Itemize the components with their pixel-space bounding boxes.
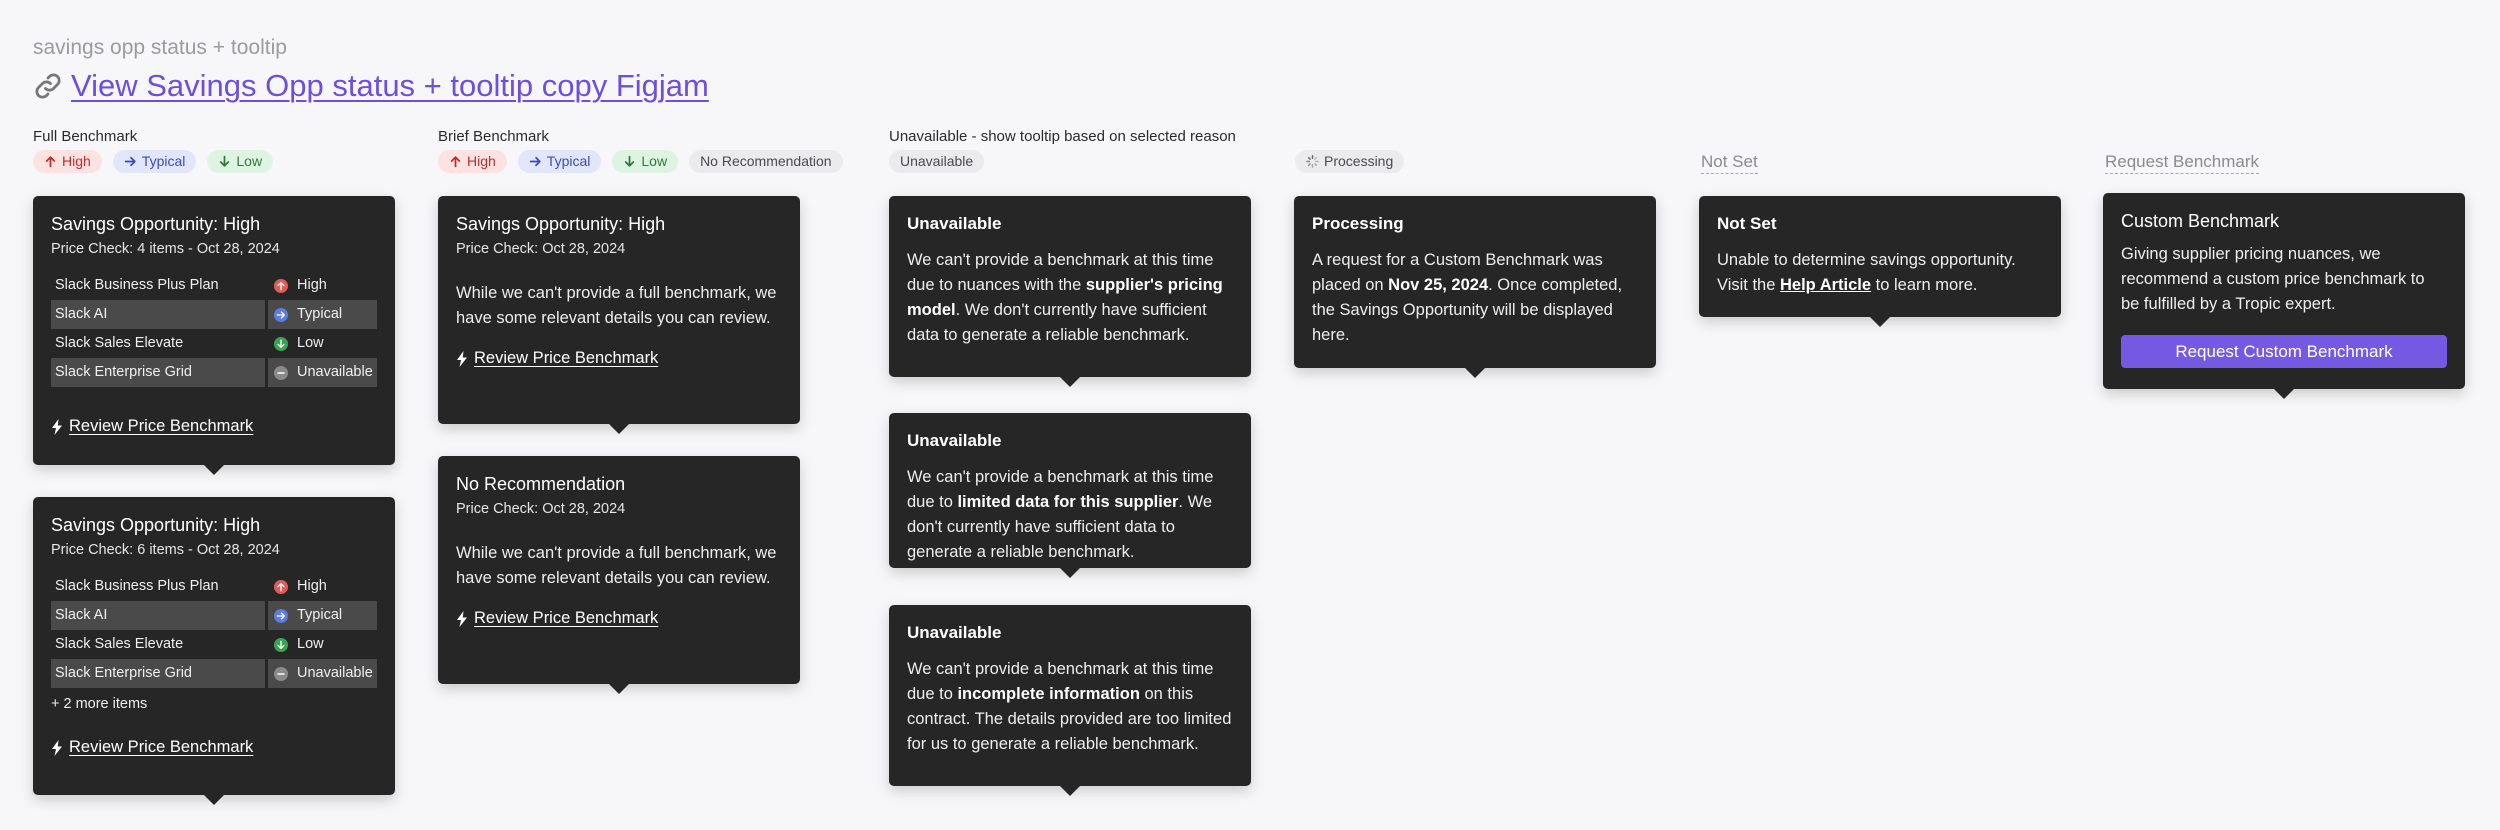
bolt-icon <box>51 740 63 756</box>
tooltip-title: Savings Opportunity: High <box>456 214 666 234</box>
tooltip-full-benchmark-4-items <box>33 196 395 465</box>
item-name: Slack Enterprise Grid <box>51 659 265 688</box>
tooltip-title: Custom Benchmark <box>2121 211 2280 231</box>
tooltip-body: We can't provide a benchmark at this time due to nuances with the supplier's pricing model. We don't currently have sufficient data to generate a reliable benchmark. <box>907 251 1223 344</box>
tooltip-subtitle: Price Check: 4 items - Oct 28, 2024 <box>51 241 280 257</box>
review-price-benchmark-link[interactable] <box>51 738 377 757</box>
pill-label: Processing <box>1324 153 1394 169</box>
arrow-down-icon <box>274 638 288 652</box>
bolt-icon <box>456 351 468 367</box>
pill-label: Unavailable <box>900 153 974 169</box>
arrow-up-icon <box>449 155 462 168</box>
review-price-benchmark-link[interactable] <box>456 349 782 368</box>
unavailable-title: Unavailable - show tooltip based on selected reason <box>889 128 1236 145</box>
pill-processing[interactable] <box>1295 150 1404 173</box>
pill-typical[interactable] <box>113 150 197 173</box>
item-status: Low <box>297 335 324 351</box>
arrow-down-icon <box>623 155 636 168</box>
spinner-icon <box>1306 155 1319 168</box>
review-price-benchmark-link[interactable] <box>51 417 377 436</box>
pill-low[interactable] <box>207 150 273 173</box>
tooltip-title: Unavailable <box>907 214 1002 233</box>
arrow-right-icon <box>274 308 288 322</box>
tooltip-full-benchmark-6-items <box>33 497 395 795</box>
pill-label: Typical <box>141 153 186 169</box>
arrow-down-icon <box>218 155 231 168</box>
tooltip-body: We can't provide a benchmark at this time due to limited data for this supplier. We don't currently have sufficient data to generate a reliable benchmark. <box>907 468 1214 561</box>
tooltip-brief-benchmark-high <box>438 196 800 424</box>
tooltip-processing <box>1294 196 1656 368</box>
table-row <box>51 572 377 601</box>
review-price-benchmark-link[interactable] <box>456 609 782 628</box>
pill-high[interactable] <box>438 150 507 173</box>
tooltip-unavailable-pricing-model <box>889 196 1251 377</box>
item-name: Slack AI <box>51 300 265 329</box>
arrow-down-icon <box>274 337 288 351</box>
tooltip-custom-benchmark <box>2103 193 2465 389</box>
pill-no-recommendation[interactable] <box>689 150 843 173</box>
table-row <box>51 271 377 300</box>
request-custom-benchmark-button[interactable]: Request Custom Benchmark <box>2121 335 2447 368</box>
more-items-text: + 2 more items <box>51 696 148 712</box>
item-status: High <box>297 578 327 594</box>
tooltip-title: Unavailable <box>907 623 1002 642</box>
link-label[interactable]: Review Price Benchmark <box>69 738 254 756</box>
tooltip-no-recommendation <box>438 456 800 684</box>
pill-unavailable[interactable] <box>889 150 984 173</box>
figjam-link[interactable] <box>33 68 709 104</box>
tooltip-body: A request for a Custom Benchmark was placed on Nov 25, 2024. Once completed, the Savings Opportunity will be displayed here. <box>1312 251 1623 344</box>
arrow-up-icon <box>274 580 288 594</box>
tooltip-unavailable-limited-data <box>889 413 1251 568</box>
item-status: Typical <box>297 306 343 322</box>
figjam-link-text[interactable]: View Savings Opp status + tooltip copy Figjam <box>71 68 709 103</box>
tooltip-title: Not Set <box>1717 214 1777 233</box>
page-label: savings opp status + tooltip <box>33 36 287 59</box>
pill-label: No Recommendation <box>700 153 832 169</box>
pill-label: Low <box>641 153 668 169</box>
item-status: Typical <box>297 607 343 623</box>
help-article-link[interactable]: Help Article <box>1779 276 1872 294</box>
item-name: Slack Business Plus Plan <box>55 277 219 293</box>
tooltip-title: No Recommendation <box>456 474 626 494</box>
bolt-icon <box>456 611 468 627</box>
tooltip-not-set <box>1699 196 2061 317</box>
item-status: Unavailable <box>297 364 373 380</box>
request-benchmark-label[interactable]: Request Benchmark <box>2105 152 2259 174</box>
minus-icon <box>274 366 288 380</box>
brief-benchmark-title: Brief Benchmark <box>438 128 549 145</box>
tooltip-body: Giving supplier pricing nuances, we recommend a custom price benchmark to be fulfilled by a Tropic expert. <box>2121 245 2425 313</box>
tooltip-title: Savings Opportunity: High <box>51 515 261 535</box>
full-benchmark-title: Full Benchmark <box>33 128 138 145</box>
tooltip-subtitle: Price Check: 6 items - Oct 28, 2024 <box>51 542 280 558</box>
processing-pills <box>1295 150 1404 173</box>
table-row <box>51 300 377 329</box>
item-name: Slack AI <box>51 601 265 630</box>
link-label[interactable]: Review Price Benchmark <box>69 417 254 435</box>
not-set-label[interactable]: Not Set <box>1701 152 1758 174</box>
full-benchmark-pills <box>33 150 273 173</box>
item-name: Slack Business Plus Plan <box>55 578 219 594</box>
bolt-icon <box>51 419 63 435</box>
pill-label: High <box>467 153 496 169</box>
tooltip-body: We can't provide a benchmark at this time due to incomplete information on this contract. The details provided are too limited for us to generate a reliable benchmark. <box>907 660 1232 753</box>
table-row <box>51 329 377 358</box>
table-row <box>51 358 377 387</box>
arrow-up-icon <box>274 279 288 293</box>
arrow-right-icon <box>274 609 288 623</box>
pill-label: Low <box>236 153 263 169</box>
pill-label: Typical <box>546 153 591 169</box>
item-status: Low <box>297 636 324 652</box>
tooltip-unavailable-incomplete-info <box>889 605 1251 786</box>
table-row <box>51 601 377 630</box>
item-status: High <box>297 277 327 293</box>
arrow-up-icon <box>44 155 57 168</box>
item-name: Slack Enterprise Grid <box>51 358 265 387</box>
tooltip-subtitle: Price Check: Oct 28, 2024 <box>456 241 626 257</box>
table-row <box>51 659 377 688</box>
table-row <box>51 630 377 659</box>
tooltip-title: Processing <box>1312 214 1404 233</box>
arrow-right-icon <box>529 155 542 168</box>
item-status: Unavailable <box>297 665 373 681</box>
brief-benchmark-pills <box>438 150 843 173</box>
unavailable-pills <box>889 150 984 173</box>
item-name: Slack Sales Elevate <box>55 636 184 652</box>
link-label[interactable]: Review Price Benchmark <box>474 349 659 367</box>
tooltip-title: Savings Opportunity: High <box>51 214 261 234</box>
tooltip-subtitle: Price Check: Oct 28, 2024 <box>456 501 626 517</box>
link-icon <box>33 71 63 101</box>
pill-high[interactable] <box>33 150 102 173</box>
minus-icon <box>274 667 288 681</box>
item-name: Slack Sales Elevate <box>55 335 184 351</box>
tooltip-body: Unable to determine savings opportunity. Visit the Help Article to learn more. <box>1717 251 2016 294</box>
arrow-right-icon <box>124 155 137 168</box>
tooltip-title: Unavailable <box>907 431 1002 450</box>
tooltip-body: While we can't provide a full benchmark, we have some relevant details you can review. <box>456 284 777 327</box>
link-label[interactable]: Review Price Benchmark <box>474 609 659 627</box>
pill-typical[interactable] <box>518 150 602 173</box>
pill-low[interactable] <box>612 150 678 173</box>
pill-label: High <box>62 153 91 169</box>
tooltip-body: While we can't provide a full benchmark, we have some relevant details you can review. <box>456 544 777 587</box>
